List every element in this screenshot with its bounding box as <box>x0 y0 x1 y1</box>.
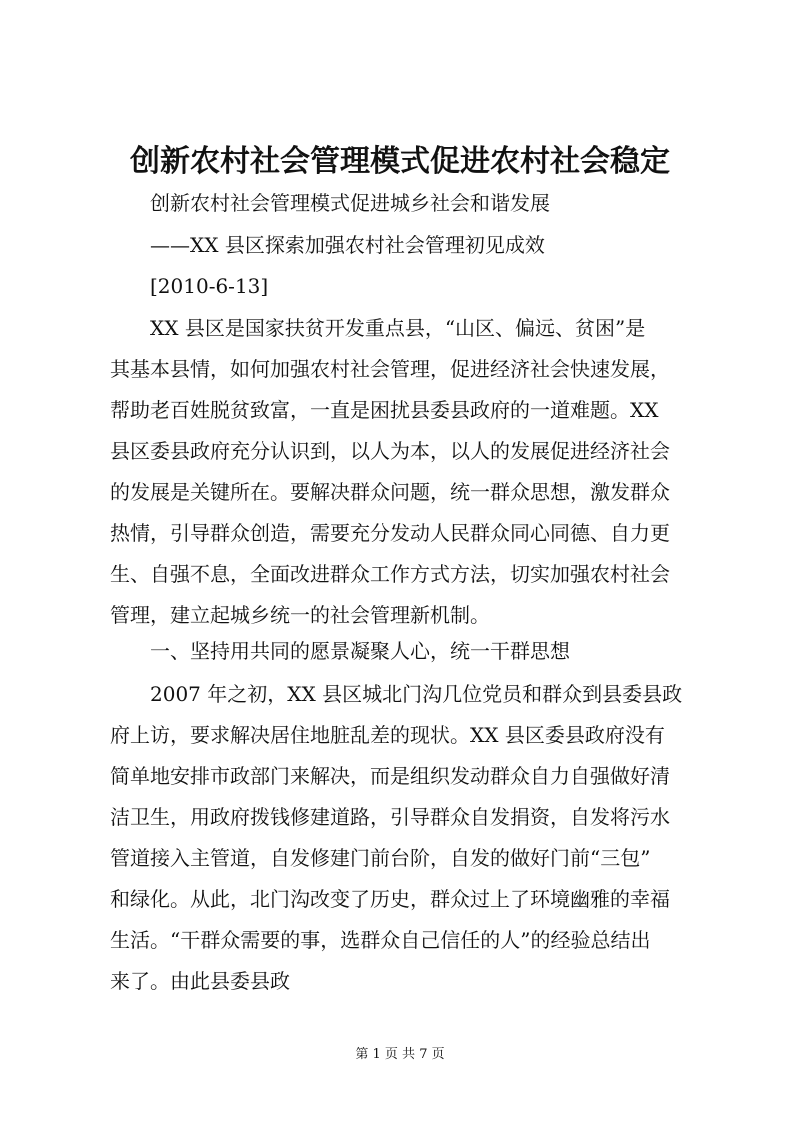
paragraph-line: 其基本县情，如何加强农村社会管理，促进经济社会快速发展， <box>110 357 670 381</box>
paragraph-line: 简单地安排市政部门来解决，而是组织发动群众自力自强做好清 <box>110 764 670 788</box>
paragraph-line: 洁卫生，用政府拨钱修建道路，引导群众自发捐资，自发将污水 <box>110 805 670 829</box>
paragraph-line: 县区委县政府充分认识到，以人为本，以人的发展促进经济社会 <box>110 439 670 463</box>
paragraph-line: 生、自强不息，全面改进群众工作方式方法，切实加强农村社会 <box>110 562 670 586</box>
paragraph-line: 生活。“干群众需要的事，选群众自己信任的人”的经验总结出 <box>110 928 651 952</box>
subtitle-secondary: ——XX 县区探索加强农村社会管理初见成效 <box>150 233 545 257</box>
paragraph-line: 管理，建立起城乡统一的社会管理新机制。 <box>110 603 490 627</box>
paragraph-line: 2007 年之初，XX 县区城北门沟几位党员和群众到县委县政 <box>150 682 683 706</box>
page-footer: 第 1 页 共 7 页 <box>355 1047 445 1062</box>
document-title: 创新农村社会管理模式促进农村社会稳定 <box>130 144 670 179</box>
paragraph-line: XX 县区是国家扶贫开发重点县，“山区、偏远、贫困”是 <box>150 316 646 340</box>
paragraph-line: 和绿化。从此，北门沟改变了历史，群众过上了环境幽雅的幸福 <box>110 887 670 911</box>
date-line: [2010-6-13] <box>150 274 269 298</box>
subtitle: 创新农村社会管理模式促进城乡社会和谐发展 <box>150 191 550 215</box>
section-heading: 一、坚持用共同的愿景凝聚人心，统一干群思想 <box>150 639 570 663</box>
paragraph-line: 府上访，要求解决居住地脏乱差的现状。XX 县区委县政府没有 <box>110 723 665 747</box>
paragraph-line: 的发展是关键所在。要解决群众问题，统一群众思想，激发群众 <box>110 480 670 504</box>
paragraph-line: 管道接入主管道，自发修建门前台阶，自发的做好门前“三包” <box>110 846 651 870</box>
paragraph-line: 帮助老百姓脱贫致富，一直是困扰县委县政府的一道难题。XX <box>110 398 659 422</box>
paragraph-line: 来了。由此县委县政 <box>110 969 290 993</box>
paragraph-line: 热情，引导群众创造，需要充分发动人民群众同心同德、自力更 <box>110 521 670 545</box>
